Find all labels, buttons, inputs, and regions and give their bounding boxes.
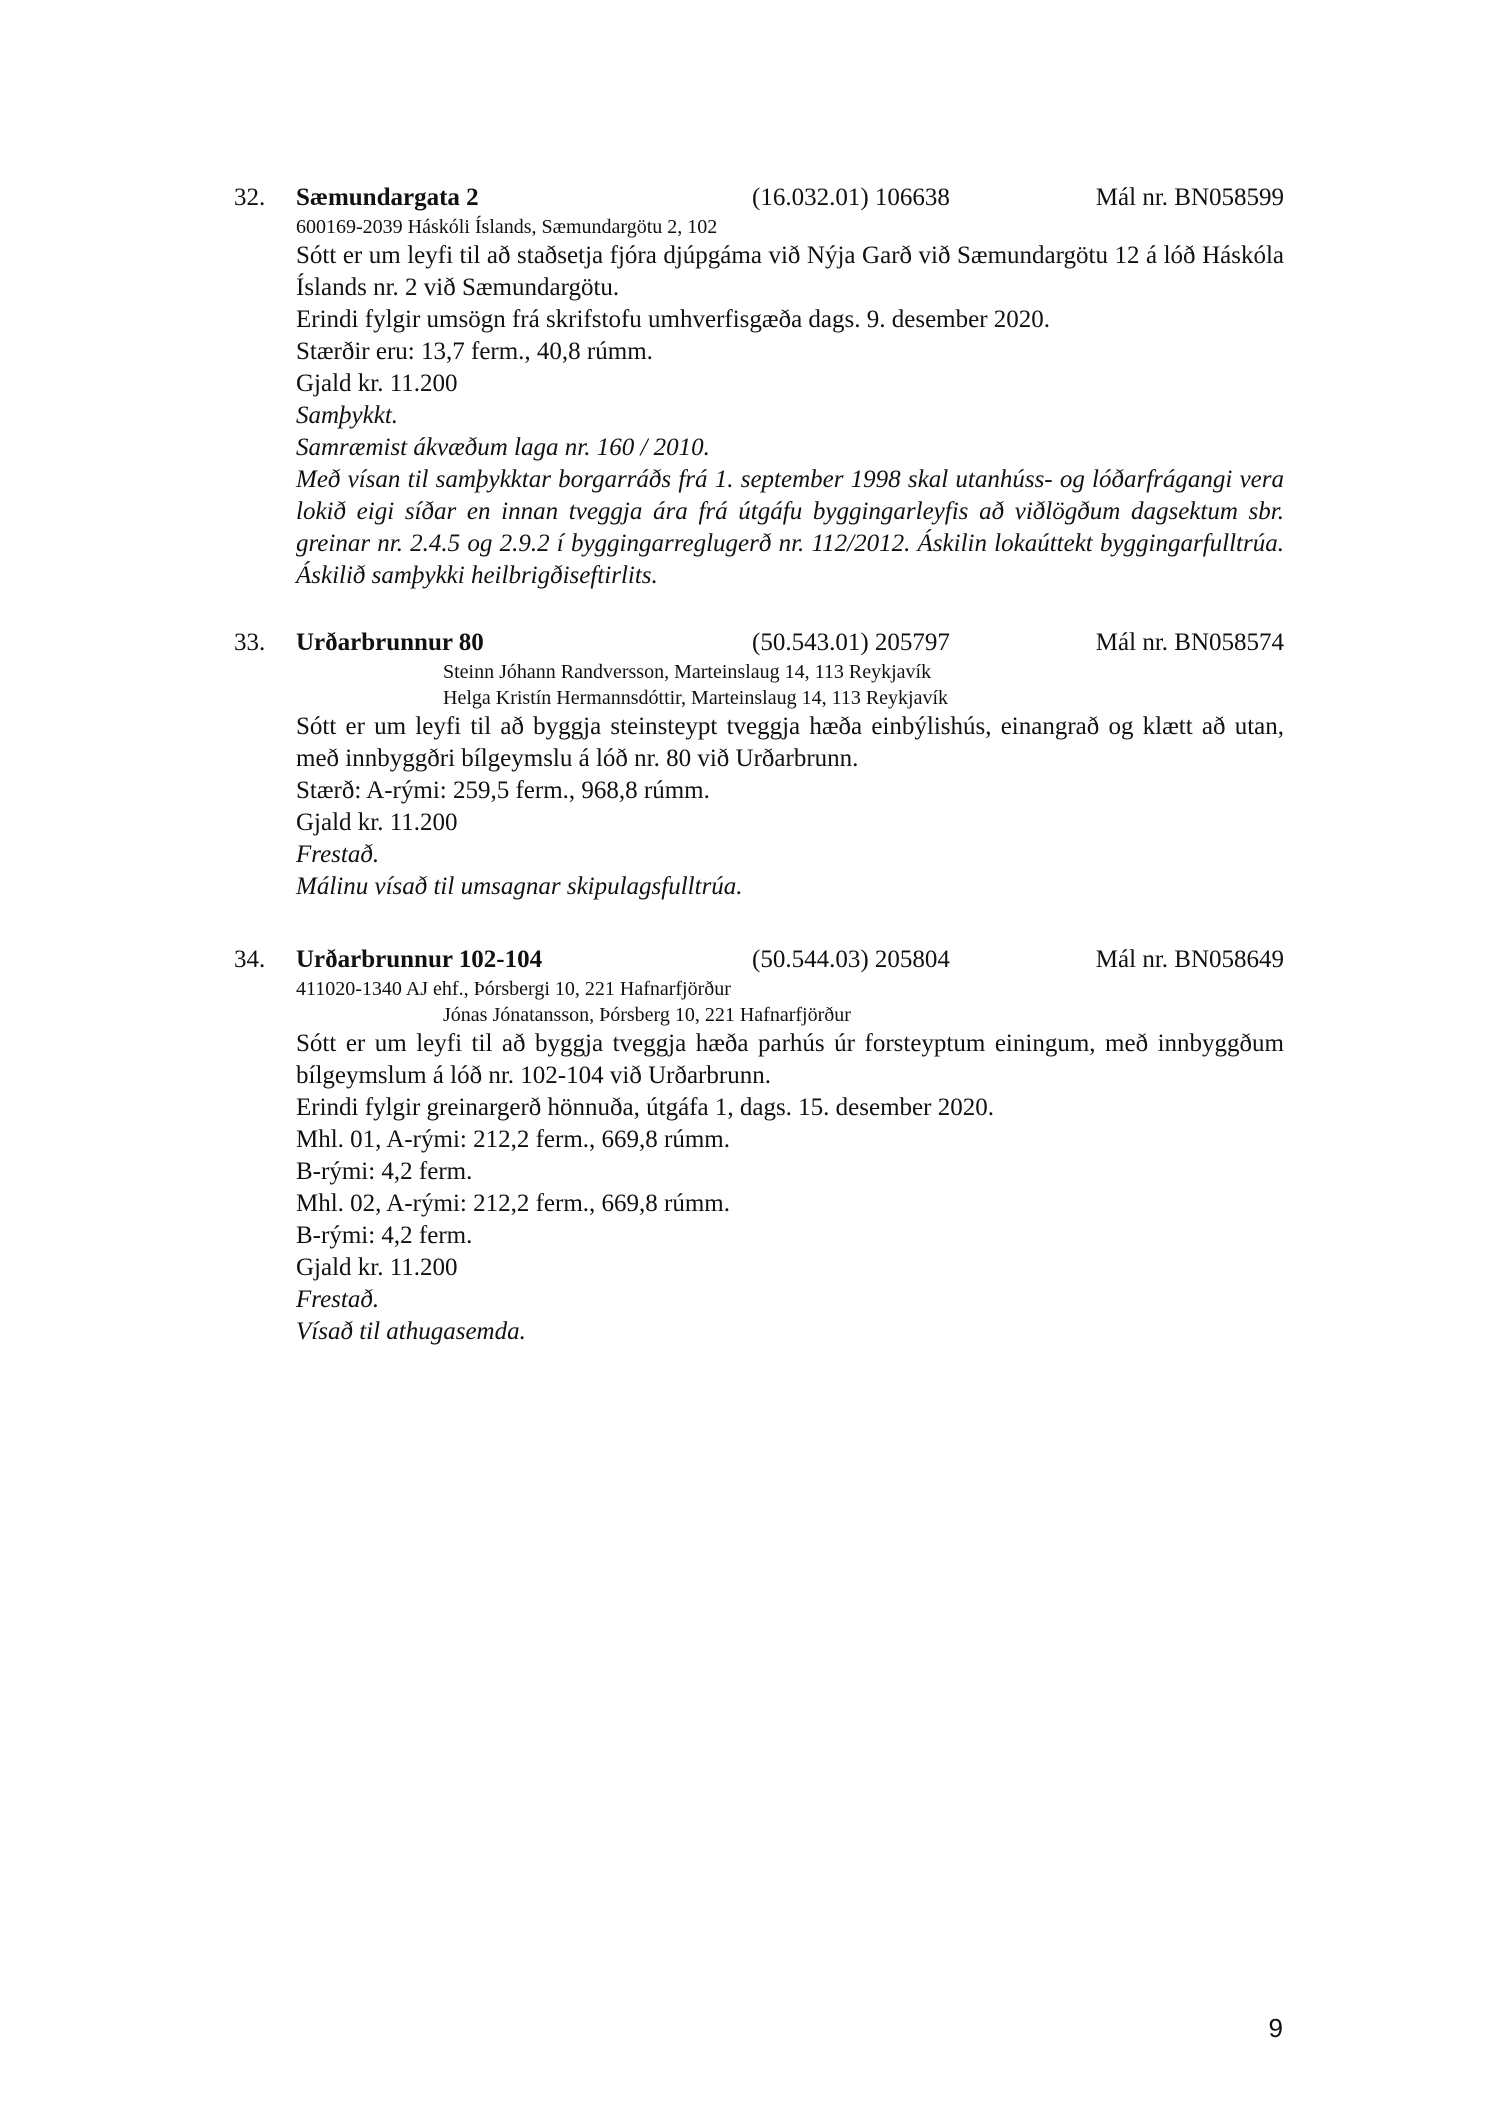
case-body [296, 711, 1284, 903]
case-file-number: Mál nr. BN058599 [1095, 184, 1284, 211]
case-address: Urðarbrunnur 80 [296, 629, 484, 656]
case-number: 34. [234, 946, 266, 973]
case-address: Urðarbrunnur 102-104 [296, 946, 543, 973]
case-land-reference: (50.543.01) 205797 [752, 629, 950, 656]
case-detail-line: Gjald kr. 11.200 [296, 1254, 458, 1281]
case-description: Sótt er um leyfi til að staðsetja fjóra djúpgáma við Nýja Garð við Sæmundargötu 12 á lóð Háskóla Íslands nr. 2 við Sæmundargötu. [296, 242, 1284, 301]
case-body [296, 240, 1284, 592]
case-land-reference: (16.032.01) 106638 [752, 184, 950, 211]
case-note: Málinu vísað til umsagnar skipulagsfulltrúa. [296, 873, 743, 900]
case-number: 33. [234, 629, 266, 656]
case-header [234, 626, 1284, 659]
case-detail-line: Erindi fylgir umsögn frá skrifstofu umhverfisgæða dags. 9. desember 2020. [296, 306, 1051, 333]
case-entry [234, 626, 1284, 903]
case-detail-line: Mhl. 02, A-rými: 212,2 ferm., 669,8 rúmm. [296, 1190, 730, 1217]
case-header [234, 943, 1284, 976]
applicant-line: 411020-1340 AJ ehf., Þórsbergi 10, 221 Hafnarfjörður [296, 978, 731, 1000]
case-note: Vísað til athugasemda. [296, 1318, 526, 1345]
applicant-line: 600169-2039 Háskóli Íslands, Sæmundargötu 2, 102 [296, 216, 718, 238]
case-detail-line: B-rými: 4,2 ferm. [296, 1222, 473, 1249]
page-number: 9 [1268, 2013, 1283, 2043]
case-file-number: Mál nr. BN058574 [1095, 629, 1284, 656]
case-decision: Frestað. [296, 1286, 380, 1313]
case-number: 32. [234, 184, 266, 211]
case-note: Samræmist ákvæðum laga nr. 160 / 2010. [296, 434, 710, 461]
case-detail-line: B-rými: 4,2 ferm. [296, 1158, 473, 1185]
case-body [296, 1028, 1284, 1348]
case-detail-line: Gjald kr. 11.200 [296, 809, 458, 836]
case-decision: Samþykkt. [296, 402, 399, 429]
case-entry [234, 943, 1284, 1348]
applicant-line: Helga Kristín Hermannsdóttir, Marteinslaug 14, 113 Reykjavík [443, 687, 949, 709]
case-entry [234, 181, 1284, 592]
case-detail-line: Erindi fylgir greinargerð hönnuða, útgáfa 1, dags. 15. desember 2020. [296, 1094, 994, 1121]
case-detail-line: Stærðir eru: 13,7 ferm., 40,8 rúmm. [296, 338, 653, 365]
applicant-line: Steinn Jóhann Randversson, Marteinslaug 14, 113 Reykjavík [443, 661, 932, 683]
case-detail-line: Gjald kr. 11.200 [296, 370, 458, 397]
case-detail-line: Stærð: A-rými: 259,5 ferm., 968,8 rúmm. [296, 777, 710, 804]
applicant-line: Jónas Jónatansson, Þórsberg 10, 221 Hafnarfjörður [443, 1004, 851, 1026]
case-note-paragraph: Með vísan til samþykktar borgarráðs frá 1. september 1998 skal utanhúss- og lóðarfrágangi vera lokið eigi síðar en innan tveggja ára frá útgáfu byggingarleyfis að viðlögðum dagsektum sbr. greinar nr. 2.4.5 og 2.9.2 í byggingarreglugerð nr. 112/2012. Áskilin lokaúttekt byggingarfulltrúa. Áskilið samþykki heilbrigðiseftirlits. [296, 466, 1284, 589]
case-decision: Frestað. [296, 841, 380, 868]
case-file-number: Mál nr. BN058649 [1095, 946, 1284, 973]
case-address: Sæmundargata 2 [296, 184, 479, 211]
case-land-reference: (50.544.03) 205804 [752, 946, 950, 973]
case-description: Sótt er um leyfi til að byggja tveggja hæða parhús úr forsteyptum einingum, með innbyggðum bílgeymslum á lóð nr. 102-104 við Urðarbrunn. [296, 1030, 1284, 1089]
case-description: Sótt er um leyfi til að byggja steinsteypt tveggja hæða einbýlishús, einangrað og klætt að utan, með innbyggðri bílgeymslu á lóð nr. 80 við Urðarbrunn. [296, 713, 1284, 772]
case-header [234, 181, 1284, 214]
case-detail-line: Mhl. 01, A-rými: 212,2 ferm., 669,8 rúmm. [296, 1126, 730, 1153]
